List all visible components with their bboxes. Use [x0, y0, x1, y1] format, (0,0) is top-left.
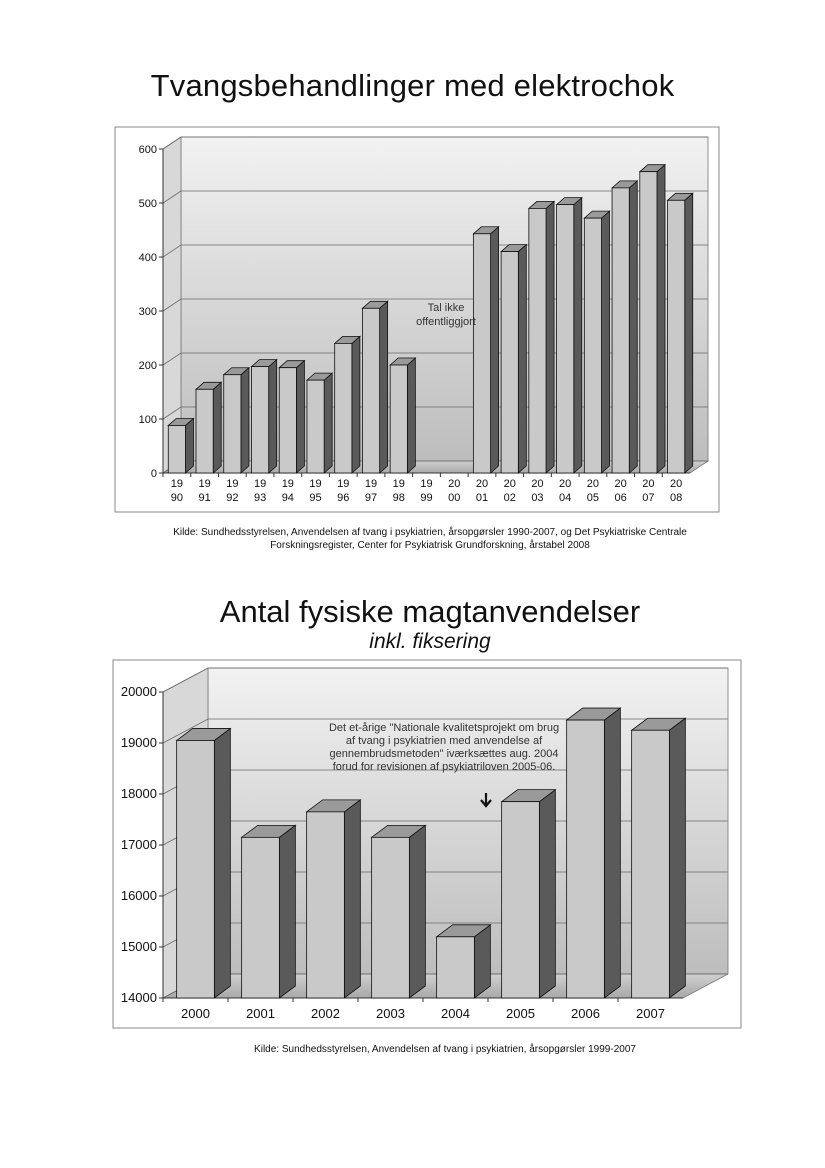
chart1-xtick-label-top: 20: [448, 478, 461, 490]
chart1-xtick-label-top: 20: [614, 478, 627, 490]
chart1-xtick-label-bottom: 06: [614, 492, 627, 504]
chart1-xtick-label-top: 20: [642, 478, 655, 490]
chart1-bar-side: [296, 361, 304, 473]
chart1-xtick-label-bottom: 03: [531, 492, 544, 504]
chart1-xtick-label-top: 19: [226, 478, 239, 490]
chart1-annotation-line-2: offentliggjort: [416, 316, 476, 328]
chart1-xtick-label-top: 20: [475, 478, 489, 490]
chart2-xtick-label: 2004: [441, 1006, 470, 1021]
chart2-bar-side: [474, 925, 490, 998]
chart2-bar: [242, 837, 280, 998]
chart1-bar-side: [269, 360, 277, 473]
chart1-bar-side: [602, 211, 610, 473]
chart1-bar-side: [546, 201, 554, 473]
chart1-xtick-label-bottom: 95: [309, 492, 322, 504]
chart1-bar-side: [491, 227, 499, 473]
chart1-bar-side: [352, 336, 360, 473]
chart1-bar: [473, 234, 490, 473]
chart2-bar-side: [344, 800, 360, 998]
chart1-bar: [196, 389, 213, 473]
chart2-bar-side: [409, 825, 425, 998]
chart1-ytick-label: 300: [138, 306, 157, 318]
chart1-bar: [557, 205, 574, 473]
chart1-bar: [224, 375, 241, 473]
chart1-bar: [668, 200, 685, 473]
chart1-xtick-label-top: 20: [586, 478, 600, 490]
chart1-bar-side: [685, 193, 693, 473]
chart1-xtick-label-top: 20: [503, 478, 516, 490]
chart1-xtick-label-top: 20: [531, 478, 544, 490]
chart1-ytick-label: 500: [138, 198, 157, 210]
chart1-bar: [335, 343, 352, 473]
chart1-xtick-label-top: 19: [392, 478, 405, 490]
chart1-xtick-label-top: 19: [253, 478, 267, 490]
chart1-ytick-label: 200: [138, 360, 157, 372]
chart1-source-line-1: Kilde: Sundhedsstyrelsen, Anvendelsen af tvang i psykiatrien, årsopgørsler 1990-2007, og Det Psykiatriske Centrale: [173, 527, 687, 538]
chart1-bar: [584, 218, 601, 473]
chart1-bar: [390, 365, 407, 473]
chart1-xtick-label-bottom: 90: [170, 492, 183, 504]
chart2-ytick-label: 15000: [120, 939, 157, 954]
chart1-xtick-label-bottom: 00: [448, 492, 461, 504]
chart1-bar: [529, 208, 546, 473]
chart2-bar: [567, 720, 605, 998]
chart1-ytick-label: 400: [138, 252, 157, 264]
chart2-bar: [632, 730, 670, 998]
chart2-bar-side: [279, 825, 295, 998]
chart2-xtick-label: 2000: [181, 1006, 210, 1021]
chart2-xtick-label: 2001: [246, 1006, 275, 1021]
chart1-xtick-label-bottom: 07: [642, 492, 655, 504]
chart1-bar-side: [185, 418, 193, 473]
chart1-xtick-label-bottom: 99: [420, 492, 433, 504]
chart1-xtick-label-top: 19: [198, 478, 211, 490]
chart1-xtick-label-bottom: 01: [475, 492, 489, 504]
chart1-xtick-label-bottom: 02: [503, 492, 516, 504]
chart2-xtick-label: 2002: [311, 1006, 340, 1021]
chart1-bar-side: [518, 245, 526, 473]
chart2-bar: [177, 740, 215, 998]
chart1-ytick-label: 600: [138, 144, 157, 156]
chart1-bar-side: [241, 368, 249, 473]
chart1-source: [140, 526, 720, 552]
chart1-xtick-label-bottom: 98: [392, 492, 405, 504]
chart2-xtick-label: 2005: [506, 1006, 535, 1021]
chart1-xtick-label-bottom: 91: [198, 492, 211, 504]
chart1-xtick-label-top: 19: [364, 478, 378, 490]
chart1-xtick-label-bottom: 08: [670, 492, 683, 504]
chart1-bar: [612, 188, 629, 473]
chart2-source-line-1: Kilde: Sundhedsstyrelsen, Anvendelsen af tvang i psykiatrien, årsopgørsler 1999-2007: [254, 1044, 636, 1055]
chart2-bar-side: [214, 728, 230, 998]
chart1-xtick-label-bottom: 93: [253, 492, 267, 504]
chart2-xtick-label: 2003: [376, 1006, 405, 1021]
chart1-ytick-label: 100: [138, 414, 157, 426]
chart1-bar: [362, 308, 379, 473]
chart1-title: Tvangsbehandlinger med elektrochok: [150, 68, 675, 103]
chart2-ytick-label: 17000: [120, 837, 157, 852]
chart2-annotation-line-2: af tvang i psykiatrien med anvendelse af: [345, 735, 543, 747]
chart1-bar: [307, 380, 324, 473]
chart1-annotation-line-1: Tal ikke: [427, 302, 465, 314]
chart1-bar-side: [213, 382, 221, 473]
chart1-bar: [640, 172, 657, 473]
chart1-source-line-2: Forskningsregister, Center for Psykiatrisk Grundforskning, årstabel 2008: [270, 540, 590, 551]
chart2-source: [150, 1043, 740, 1056]
chart1-ytick-label: 0: [150, 468, 157, 480]
chart2-ytick-label: 16000: [120, 888, 157, 903]
chart2-ytick-label: 14000: [120, 990, 157, 1005]
chart1-xtick-label-top: 19: [309, 478, 322, 490]
chart1-xtick-label-top: 20: [670, 478, 683, 490]
chart1-xtick-label-bottom: 05: [586, 492, 600, 504]
chart1-xtick-label-top: 20: [559, 478, 572, 490]
chart2-annotation-line-4: forud for revisionen af psykiatriloven 2005-06.: [332, 761, 556, 773]
chart2-annotation-line-3: gennembrudsmetoden" iværksættes aug. 2004: [329, 748, 559, 760]
chart2-subtitle: inkl. fiksering: [369, 630, 491, 653]
chart1-bar-side: [629, 181, 637, 473]
chart2-bar: [307, 812, 345, 998]
chart2-ytick-label: 19000: [120, 735, 157, 750]
chart1-xtick-label-bottom: 04: [559, 492, 572, 504]
chart2-annotation-line-1: Det et-årige "Nationale kvalitetsprojekt om brug: [328, 722, 560, 734]
chart1-bar: [501, 252, 518, 473]
chart1-bar-side: [657, 165, 665, 473]
chart2-xtick-label: 2007: [636, 1006, 665, 1021]
chart1-bar: [168, 425, 185, 473]
chart1-bar: [251, 367, 268, 473]
chart1-xtick-label-bottom: 96: [337, 492, 350, 504]
chart1-xtick-label-bottom: 94: [281, 492, 294, 504]
chart1-bar: [279, 368, 296, 473]
chart2-bar-side: [604, 708, 620, 998]
chart2-bar: [502, 802, 540, 998]
chart2-title: Antal fysiske magtanvendelser: [219, 594, 641, 629]
chart2-ytick-label: 18000: [120, 786, 157, 801]
chart2-xtick-label: 2006: [571, 1006, 600, 1021]
chart2-bar: [437, 937, 475, 998]
chart1-bar-side: [380, 301, 388, 473]
chart1-bar-side: [574, 198, 582, 473]
chart1-xtick-label-top: 19: [420, 478, 433, 490]
chart1-bar-side: [324, 373, 332, 473]
chart1-xtick-label-top: 19: [170, 478, 183, 490]
chart1-bar-side: [407, 358, 415, 473]
chart1-xtick-label-top: 19: [281, 478, 294, 490]
chart1-xtick-label-bottom: 92: [226, 492, 239, 504]
chart2-ytick-label: 20000: [120, 684, 157, 699]
chart1-xtick-label-top: 19: [337, 478, 350, 490]
chart2-bar: [372, 837, 410, 998]
chart2-bar-side: [669, 718, 685, 998]
chart2-bar-side: [539, 790, 555, 998]
chart1-xtick-label-bottom: 97: [364, 492, 378, 504]
